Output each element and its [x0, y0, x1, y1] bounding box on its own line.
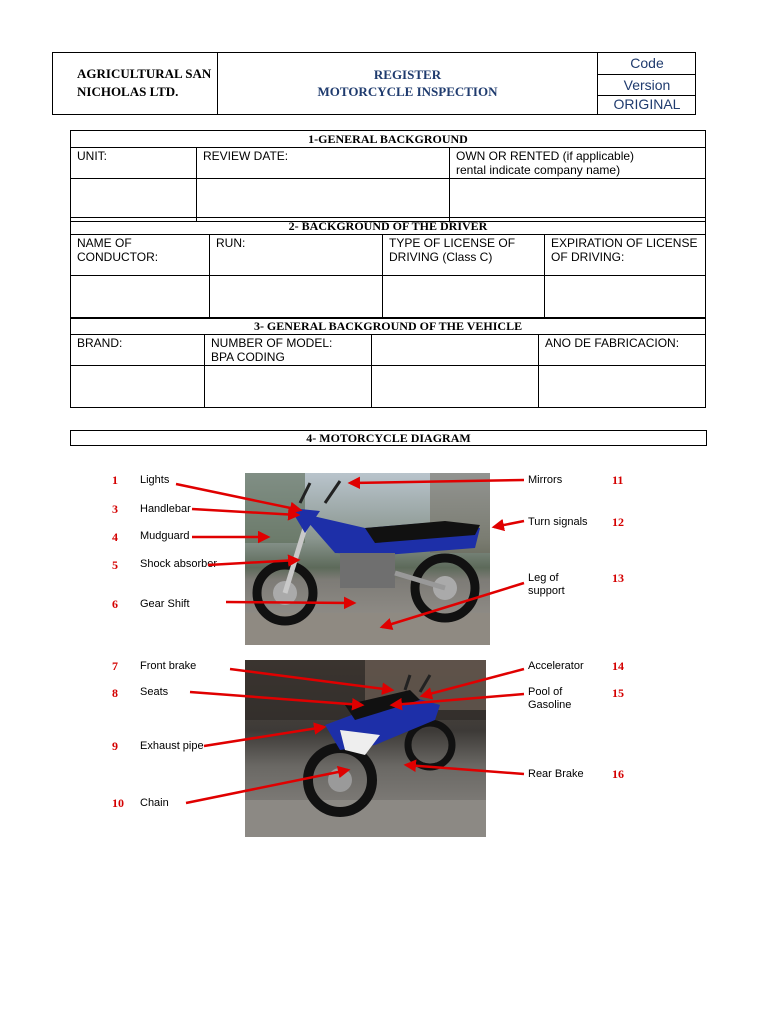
motorcycle-photo-rear	[245, 660, 486, 837]
manufacture-year-label: ANO DE FABRICACION:	[539, 335, 706, 366]
own-rented-input[interactable]	[450, 179, 706, 222]
part-label-rear-brake: Rear Brake	[528, 768, 584, 780]
part-number-handlebar: 3	[112, 502, 118, 516]
license-expiration-line2: OF DRIVING:	[551, 250, 625, 264]
license-type-line2: DRIVING (Class C)	[389, 250, 493, 264]
part-label-lights: Lights	[140, 474, 170, 486]
own-rented-label	[450, 148, 706, 179]
part-number-mudguard: 4	[112, 530, 118, 544]
part-number-accelerator: 14	[612, 659, 624, 673]
part-number-front-brake: 7	[112, 659, 118, 673]
unit-input[interactable]	[71, 179, 197, 222]
license-type-input[interactable]	[383, 276, 545, 319]
blank-header-cell	[372, 335, 539, 366]
part-label-shock-absorber: Shock absorber	[140, 558, 218, 570]
brand-input[interactable]	[71, 366, 205, 408]
part-number-leg-of-support: 13	[612, 571, 624, 585]
part-number-gear-shift: 6	[112, 597, 118, 611]
part-label-leg-of-support: Leg of support	[528, 572, 565, 597]
section-1-title: 1-GENERAL BACKGROUND	[71, 131, 706, 148]
part-label-pool-of-gasoline: Pool of Gasoline	[528, 686, 572, 711]
conductor-name-input[interactable]	[71, 276, 210, 319]
run-label: RUN:	[210, 235, 383, 276]
code-field: Code	[630, 55, 664, 71]
part-number-mirrors: 11	[612, 473, 624, 487]
part-number-pool-of-gasoline: 15	[612, 686, 624, 700]
arrow-turn-signals	[494, 521, 524, 527]
model-input[interactable]	[205, 366, 372, 408]
unit-label: UNIT:	[71, 148, 197, 179]
version-field: Version	[623, 77, 671, 93]
company-name-line2: NICHOLAS LTD.	[77, 84, 179, 99]
part-label-turn-signals: Turn signals	[528, 516, 588, 528]
doc-title: MOTORCYCLE INSPECTION	[317, 84, 498, 99]
part-label-accelerator: Accelerator	[528, 660, 584, 672]
part-number-rear-brake: 16	[612, 767, 624, 781]
model-line2: BPA CODING	[211, 350, 285, 364]
license-expiration-label	[545, 235, 706, 276]
document-title	[218, 66, 597, 100]
model-line1: NUMBER OF MODEL:	[211, 336, 333, 350]
manufacture-year-input[interactable]	[539, 366, 706, 408]
part-number-lights: 1	[112, 473, 118, 487]
company-name-line1: AGRICULTURAL SAN	[77, 66, 212, 81]
license-type-line1: TYPE OF LICENSE OF	[389, 236, 516, 250]
section-3-title: 3- GENERAL BACKGROUND OF THE VEHICLE	[71, 318, 706, 335]
model-label	[205, 335, 372, 366]
part-label-chain: Chain	[140, 797, 169, 809]
conductor-name-line1: NAME OF	[77, 236, 132, 250]
company-name	[77, 65, 217, 101]
part-number-shock-absorber: 5	[112, 558, 118, 572]
motorcycle-side-illustration	[245, 473, 490, 645]
part-label-seats: Seats	[140, 686, 169, 698]
part-label-gear-shift: Gear Shift	[140, 598, 190, 610]
section-4-title-box	[70, 430, 707, 446]
part-label-mudguard: Mudguard	[140, 530, 190, 542]
license-type-label	[383, 235, 545, 276]
conductor-name-label	[71, 235, 210, 276]
license-expiration-line1: EXPIRATION OF LICENSE	[551, 236, 698, 250]
review-date-input[interactable]	[197, 179, 450, 222]
own-rented-line2: rental indicate company name)	[456, 163, 621, 177]
original-field: ORIGINAL	[613, 96, 681, 112]
header-hline-1	[597, 74, 696, 75]
motorcycle-photo-side	[245, 473, 490, 645]
part-label-front-brake: Front brake	[140, 660, 197, 672]
section-4-title: 4- MOTORCYCLE DIAGRAM	[306, 431, 471, 445]
license-expiration-input[interactable]	[545, 276, 706, 319]
vehicle-background-table	[70, 317, 706, 408]
part-number-exhaust-pipe: 9	[112, 739, 118, 753]
motorcycle-rear-illustration	[245, 660, 486, 837]
own-rented-line1: OWN OR RENTED (if applicable)	[456, 149, 635, 163]
section-2-title: 2- BACKGROUND OF THE DRIVER	[71, 218, 706, 235]
part-label-mirrors: Mirrors	[528, 474, 563, 486]
conductor-name-line2: CONDUCTOR:	[77, 250, 159, 264]
run-input[interactable]	[210, 276, 383, 319]
review-date-label: REVIEW DATE:	[197, 148, 450, 179]
part-label-exhaust-pipe: Exhaust pipe	[140, 740, 204, 752]
driver-background-table	[70, 217, 706, 319]
part-number-turn-signals: 12	[612, 515, 624, 529]
brand-label: BRAND:	[71, 335, 205, 366]
blank-input[interactable]	[372, 366, 539, 408]
part-label-handlebar: Handlebar	[140, 503, 191, 515]
register-label: REGISTER	[373, 67, 442, 82]
part-number-seats: 8	[112, 686, 118, 700]
general-background-table	[70, 130, 706, 222]
part-number-chain: 10	[112, 796, 124, 810]
